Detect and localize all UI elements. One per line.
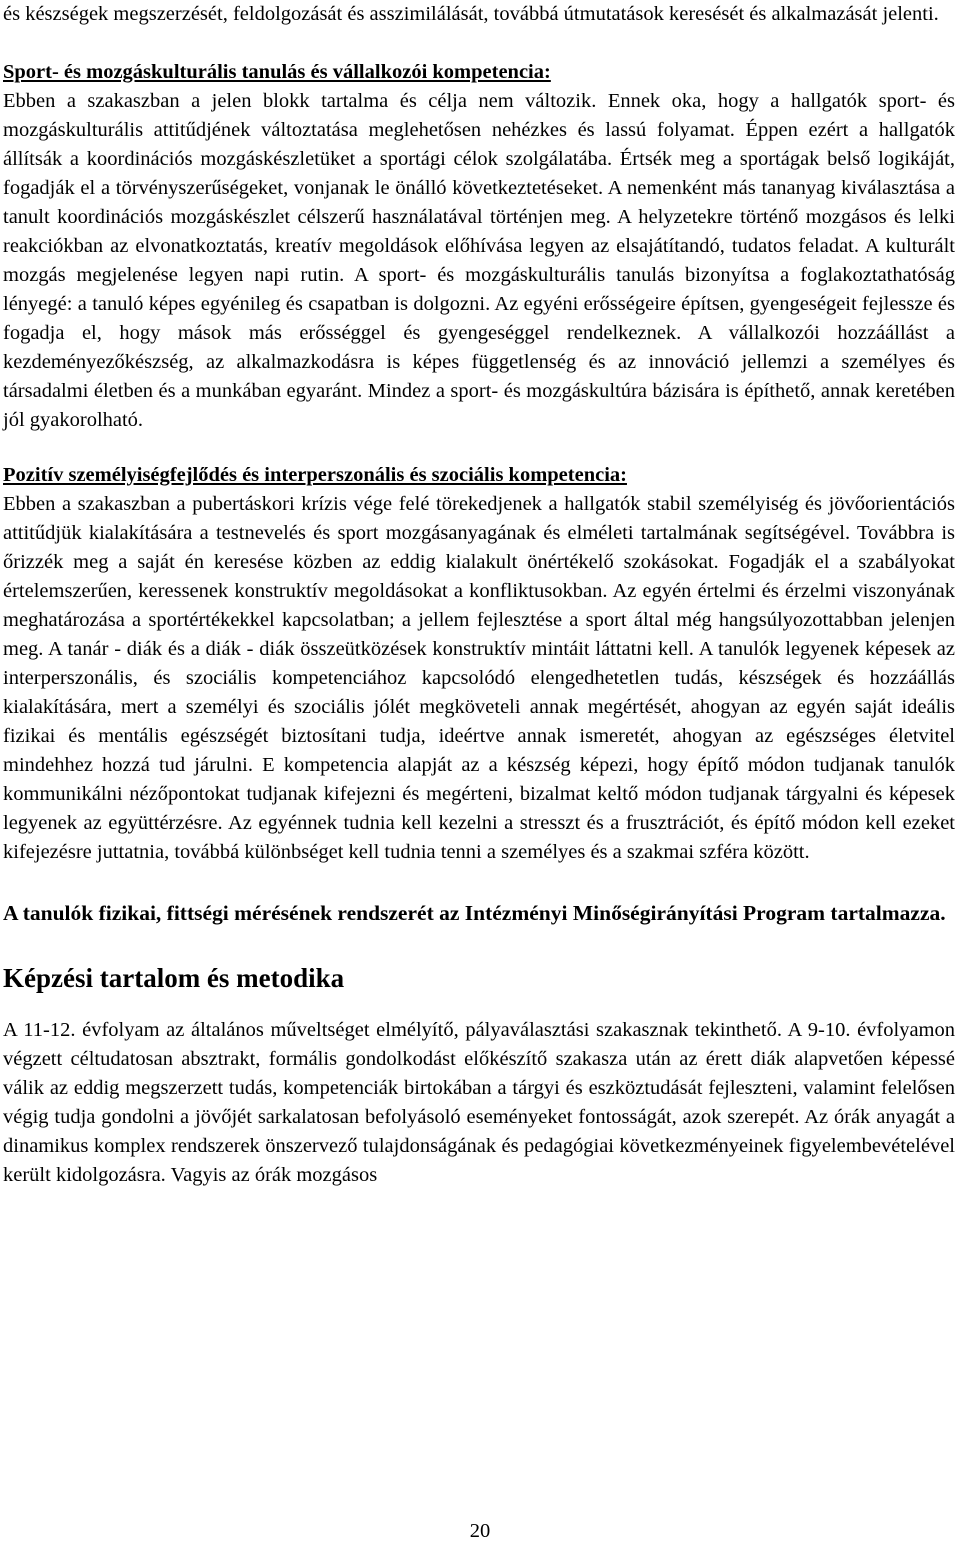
intro-paragraph: és készségek megszerzését, feldolgozását és asszimilálását, továbbá útmutatások keresését és alkalmazását jelenti. [3, 3, 939, 25]
section-sport-heading: Sport- és mozgáskulturális tanulás és vállalkozói kompetencia: [3, 61, 551, 83]
section-personality-heading: Pozitív személyiségfejlődés és interperszonális és szociális kompetencia: [3, 464, 627, 486]
fitness-measurement-note: A tanulók fizikai, fittségi mérésének rendszerét az Intézményi Minőségirányítási Program tartalmazza. [3, 901, 946, 925]
section-training-body: A 11-12. évfolyam az általános műveltséget elmélyítő, pályaválasztási szakasznak tekinthető. A 9-10. évfolyamon végzett céltudatosan absztrakt, formális gondolkodást előkészítő szakasza után az érett diák alapvetően képessé válik az eddig megszerzett tudás, kompetenciák birtokában a tárgyi és eszköztudását fejleszteni, valamint felelősen végig tudja gondolni a jövőjét sarkalatosan befolyásoló eseményeket fontosságát, azok szerepét. Az órák anyagát a dinamikus komplex rendszerek önszervező tulajdonságának és pedagógiai következményeinek figyelembevételével került kidolgozásra. Vagyis az órák mozgásos [3, 1019, 955, 1186]
document-page [3, 0, 955, 1190]
section-sport-body: Ebben a szakaszban a jelen blokk tartalma és célja nem változik. Ennek oka, hogy a hallgatók sport- és mozgáskulturális attitűdjének változtatása meglehetősen nehézkes és lassú folyamat. Éppen ezért a hallgatók állítsák a koordinációs mozgáskészletüket a sportági célok szolgálatába. Értsék meg a sportágak belső logikáját, fogadják el a törvényszerűségeket, vonjanak le önálló következtetéseket. A nemenként más tananyag kiválasztása a tanult koordinációs mozgáskészlet célszerű használatával történjen meg. A helyzetekre történő mozgásos és lelki reakciókban az elvonatkoztatás, kreatív megoldások előhívása legyen az elsajátítandó, tudatos feladat. A kulturált mozgás megjelenése legyen napi rutin. A sport- és mozgáskulturális tanulás bizonyítsa a foglakoztathatóság lényegé: a tanuló képes egyénileg és csapatban is dolgozni. Az egyéni erősségeire építsen, gyengeségeit fejlessze és fogadja el, hogy mások más erősséggel és gyengeséggel rendelkeznek. A vállalkozói hozzáállást a kezdeményezőkészség, az alkalmazkodásra is képes függetlenség és az innováció jellemzi a személyes és társadalmi életben és a munkában egyaránt. Mindez a sport- és mozgáskultúra bázisára is építhető, annak keretében jól gyakorolható. [3, 90, 955, 431]
section-sport-heading-paragraph [3, 58, 955, 87]
section-personality-heading-paragraph [3, 461, 955, 490]
section-personality-body: Ebben a szakaszban a pubertáskori krízis vége felé törekedjenek a hallgatók stabil személyiség és jövőorientációs attitűdjük kialakítására a testnevelés és sport mozgásanyagának és elméleti tartalmának segítségével. Továbbra is őrizzék meg a saját én keresése közben az eddig kialakult önértékelő szokásokat. Fogadják el a szabályokat értelemszerűen, keressenek konstruktív megoldásokat a konfliktusokban. Az egyén értelmi és érzelmi viszonyának meghatározása a sportértékekkel kapcsolatban; a jellem fejlesztése a sport által még hangsúlyozottabban jelenjen meg. A tanár - diák és a diák - diák összeütközések konstruktív mintáit láttatni kell. A tanulók legyenek képesek az interperszonális, és szociális kompetenciához kapcsolódó elengedhetetlen tudás, készségek és hozzáállás kialakítására, mert a személyi és szociális jólét megköveteli annak megértését, ahogyan az egyén saját ideális fizikai és mentális egészségét biztosítani tudja, ideértve annak ismeretét, ahogyan az egészséges életvitel mindehhez hozzá tud járulni. E kompetencia alapját az a készség képezi, hogy építő módon tudjanak tanulók kommunikálni nézőpontokat tudjanak kifejezni és megérteni, bizalmat keltő módon tudjanak tárgyalni és képesek legyenek az együttérzésre. Az egyénnek tudnia kell kezelni a stresszt és a frusztrációt, és építő módon kell ezeket kifejezésre juttatnia, továbbá különbséget kell tudnia tenni a személyes és a szakmai szféra között. [3, 493, 955, 863]
section-training-heading: Képzési tartalom és metodika [3, 963, 345, 993]
page-number: 20 [469, 1520, 491, 1542]
